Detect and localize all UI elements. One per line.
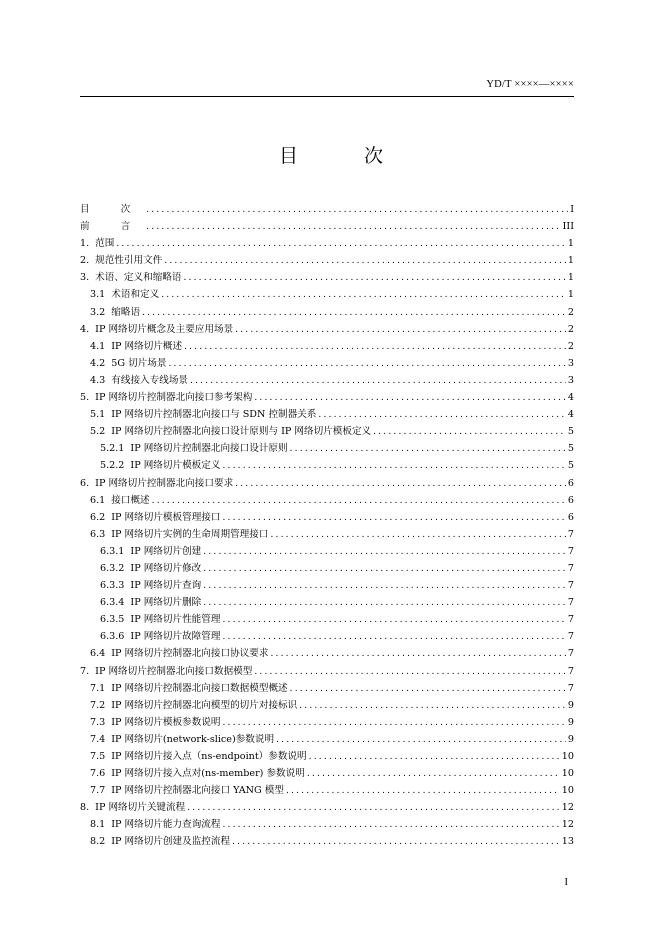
toc-entry-title: IP 网络切片删除	[130, 597, 202, 609]
toc-entry-title: IP 网络切片(network-slice)参数说明	[111, 733, 275, 745]
toc-entry-title: IP 网络切片控制器北向接口要求	[95, 477, 234, 489]
toc-entry-number: 7.1	[90, 682, 106, 694]
toc-entry-page: 6	[567, 477, 574, 489]
toc-entry-page: 10	[561, 785, 574, 797]
toc-entry-title: IP 网络切片查询	[130, 580, 202, 592]
toc-entry-title: 术语和定义	[111, 289, 160, 301]
toc-entry[interactable]	[80, 492, 574, 509]
toc-entry-page: 7	[567, 665, 574, 677]
dot-leader	[187, 800, 560, 816]
toc-entry-page: 2	[567, 323, 574, 335]
dot-leader	[290, 681, 566, 697]
dot-leader	[146, 202, 568, 218]
toc-entry[interactable]	[80, 286, 574, 303]
toc-entry-page: I	[570, 204, 574, 215]
toc-entry-page: 6	[567, 494, 574, 506]
toc-entry-number: 6.3.4	[100, 597, 125, 609]
toc-entry-number: 7.6	[90, 768, 106, 780]
toc-entry-number: 7.7	[90, 785, 106, 797]
toc-entry-number: 5.	[80, 392, 90, 404]
toc-entry-page: 10	[561, 751, 574, 762]
toc-entry[interactable]	[80, 731, 574, 748]
toc-entry[interactable]	[80, 714, 574, 731]
dot-leader	[203, 544, 566, 560]
dot-leader	[290, 441, 566, 457]
toc-entry-title: IP 网络切片故障管理	[130, 631, 221, 643]
dot-leader	[203, 561, 566, 577]
toc-entry-page: 3	[567, 357, 574, 369]
document-code: YD/T ××××—××××	[486, 79, 574, 90]
toc-entry[interactable]	[80, 680, 574, 697]
toc-entry-page: 5	[567, 426, 574, 438]
toc-entry-page: 4	[567, 392, 574, 404]
toc-entry[interactable]	[80, 201, 574, 218]
dot-leader	[299, 698, 566, 714]
toc-entry[interactable]	[80, 218, 574, 235]
toc-entry-page: 9	[567, 716, 574, 728]
toc-entry-page: 1	[567, 272, 574, 284]
toc-entry[interactable]	[80, 782, 574, 799]
toc-entry-number: 4.2	[90, 357, 106, 369]
toc-entry-page: 12	[561, 802, 574, 814]
dot-leader	[168, 356, 565, 372]
toc-entry[interactable]	[80, 269, 574, 286]
toc-entry-title: IP 网络切片概述	[111, 340, 183, 352]
toc-entry-title: 接口概述	[111, 494, 150, 506]
toc-entry-title: IP 网络切片模板参数说明	[111, 716, 221, 728]
toc-entry-page: 1	[567, 289, 574, 301]
dot-leader	[222, 612, 565, 628]
toc-entry-number: 5.1	[90, 409, 106, 421]
dot-leader	[223, 510, 566, 526]
dot-leader	[222, 629, 565, 645]
toc-entry[interactable]	[80, 509, 574, 526]
toc-entry[interactable]	[80, 321, 574, 338]
toc-entry-number: 4.1	[90, 340, 106, 352]
toc-entry-number: 3.1	[90, 289, 106, 301]
toc-entry-title: IP 网络切片能力查询流程	[111, 819, 221, 831]
toc-entry-page: 1	[567, 255, 574, 267]
toc-entry-page: 12	[561, 819, 574, 831]
toc-entry-number: 6.4	[90, 648, 106, 660]
toc-entry-page: 5	[567, 460, 574, 472]
toc-entry-title: IP 网络切片接入点（ns-endpoint）参数说明	[111, 751, 307, 762]
toc-entry-page: 7	[567, 528, 574, 540]
toc-entry[interactable]	[80, 748, 574, 765]
toc-entry-title: IP 网络切片创建	[130, 545, 202, 557]
toc-entry-page: 1	[567, 238, 574, 250]
toc-entry-number: 7.5	[90, 751, 106, 762]
dot-leader	[184, 270, 566, 286]
toc-entry[interactable]	[80, 235, 574, 252]
toc-entry[interactable]	[80, 543, 574, 560]
toc-entry[interactable]	[80, 799, 574, 816]
toc-entry-number: 8.	[80, 802, 90, 814]
dot-leader	[254, 390, 566, 406]
toc-entry[interactable]	[80, 816, 574, 833]
toc-entry-page: 4	[567, 409, 574, 421]
toc-entry-number: 6.2	[90, 511, 106, 523]
dot-leader	[164, 253, 566, 269]
toc-entry[interactable]	[80, 457, 574, 474]
toc-entry-title: IP 网络切片创建及监控流程	[111, 836, 231, 848]
toc-entry-title: IP 网络切片控制器北向接口协议要求	[111, 648, 269, 660]
toc-entry[interactable]	[80, 526, 574, 543]
toc-entry[interactable]	[80, 594, 574, 611]
toc-entry[interactable]	[80, 304, 574, 321]
dot-leader	[161, 287, 566, 303]
toc-entry-number: 8.2	[90, 836, 106, 848]
toc-entry-number: 6.3	[90, 528, 106, 540]
toc-entry-page: 7	[567, 580, 574, 592]
toc-entry-number: 8.1	[90, 819, 106, 831]
toc-entry-page: 7	[567, 682, 574, 694]
dot-leader	[276, 732, 566, 748]
toc-entry-page: 7	[567, 597, 574, 609]
toc-entry-number: 3.2	[90, 306, 106, 318]
toc-entry[interactable]	[80, 765, 574, 782]
toc-entry[interactable]	[80, 697, 574, 714]
toc-entry[interactable]	[80, 389, 574, 406]
toc-entry[interactable]	[80, 577, 574, 594]
toc-entry-title: IP 网络切片控制器北向接口设计原则	[130, 443, 288, 455]
toc-entry-title: 有线接入专线场景	[111, 374, 189, 386]
toc-entry-number: 6.	[80, 477, 90, 489]
toc-entry-title: 前 言	[80, 221, 145, 233]
toc-entry[interactable]	[80, 423, 574, 440]
toc-entry-title: IP 网络切片控制器北向接口 YANG 模型	[111, 785, 284, 797]
dot-leader	[190, 373, 566, 389]
toc-entry-number: 7.2	[90, 699, 106, 711]
toc-entry-title: 缩略语	[111, 306, 141, 318]
toc-entry-number: 7.	[80, 665, 90, 677]
toc-entry-title: IP 网络切片控制器北向接口数据模型概述	[111, 682, 288, 694]
toc-entry-number: 1.	[80, 238, 90, 250]
toc-entry-number: 3.	[80, 272, 90, 284]
toc-entry-page: 7	[567, 562, 574, 574]
toc-entry-page: 7	[567, 648, 574, 660]
toc-entry-title: 范围	[95, 238, 115, 250]
toc-entry[interactable]	[80, 628, 574, 645]
toc-entry[interactable]	[80, 475, 574, 492]
toc-entry-title: IP 网络切片修改	[130, 562, 202, 574]
dot-leader	[307, 766, 560, 782]
toc-entry-title: IP 网络切片模板定义	[130, 460, 221, 472]
toc-entry-number: 6.3.3	[100, 580, 125, 592]
toc-entry[interactable]	[80, 833, 574, 850]
toc-entry[interactable]	[80, 372, 574, 389]
toc-entry-page: 7	[567, 614, 574, 626]
toc-entry-number: 7.4	[90, 733, 106, 745]
toc-entry-number: 2.	[80, 255, 90, 267]
toc-entry-title: IP 网络切片控制器北向接口参考架构	[95, 392, 253, 404]
table-of-contents	[80, 201, 574, 851]
dot-leader	[184, 339, 566, 355]
toc-entry-title: IP 网络切片模板管理接口	[111, 511, 221, 523]
toc-entry[interactable]	[80, 611, 574, 628]
toc-entry-title: 5G 切片场景	[111, 357, 167, 369]
toc-entry-page: III	[562, 221, 574, 233]
toc-entry-title: IP 网络切片关键流程	[95, 802, 186, 814]
toc-entry-number: 6.3.5	[100, 614, 125, 626]
toc-entry[interactable]	[80, 663, 574, 680]
toc-entry-page: 10	[561, 768, 574, 780]
header-rule	[80, 96, 574, 97]
dot-leader	[373, 424, 566, 440]
toc-entry-title: 术语、定义和缩略语	[95, 272, 182, 284]
toc-entry[interactable]	[80, 440, 574, 457]
toc-entry-title: 目 次	[80, 204, 145, 215]
toc-entry-page: 6	[567, 511, 574, 523]
toc-entry[interactable]	[80, 560, 574, 577]
toc-entry-title: 规范性引用文件	[95, 255, 163, 267]
toc-entry-page: 2	[567, 306, 574, 318]
toc-entry-number: 7.3	[90, 716, 106, 728]
toc-entry-title: IP 网络切片控制器北向接口与 SDN 控制器关系	[111, 409, 317, 421]
toc-entry-page: 7	[567, 631, 574, 643]
dot-leader	[223, 817, 560, 833]
toc-entry[interactable]	[80, 406, 574, 423]
dot-leader	[235, 476, 566, 492]
toc-entry[interactable]	[80, 252, 574, 269]
toc-entry[interactable]	[80, 355, 574, 372]
toc-entry-number: 6.3.1	[100, 545, 125, 557]
toc-entry-page: 5	[567, 443, 574, 455]
toc-entry-number: 6.3.6	[100, 631, 125, 643]
dot-leader	[203, 578, 566, 594]
toc-entry[interactable]	[80, 338, 574, 355]
toc-entry-title: IP 网络切片控制器北向接口数据模型	[95, 665, 253, 677]
toc-entry-number: 4.	[80, 323, 90, 335]
dot-leader	[223, 715, 566, 731]
toc-entry-page: 7	[567, 545, 574, 557]
toc-entry-page: 2	[567, 340, 574, 352]
toc-entry-number: 6.3.2	[100, 562, 125, 574]
dot-leader	[309, 749, 560, 765]
toc-entry-number: 5.2.1	[100, 443, 125, 455]
toc-entry-number: 5.2.2	[100, 460, 125, 472]
dot-leader	[286, 783, 560, 799]
dot-leader	[254, 664, 566, 680]
dot-leader	[152, 493, 566, 509]
toc-entry-title: IP 网络切片实例的生命周期管理接口	[111, 528, 269, 540]
toc-entry-title: IP 网络切片接入点对(ns-member) 参数说明	[111, 768, 305, 780]
toc-entry-title: IP 网络切片控制器北向模型的切片对接标识	[111, 699, 298, 711]
dot-leader	[232, 834, 560, 850]
toc-entry-title: IP 网络切片概念及主要应用场景	[95, 323, 234, 335]
toc-entry-title: IP 网络切片控制器北向接口设计原则与 IP 网络切片模板定义	[111, 426, 372, 438]
toc-entry-page: 13	[561, 836, 574, 848]
dot-leader	[142, 305, 566, 321]
dot-leader	[318, 407, 565, 423]
dot-leader	[146, 219, 560, 235]
toc-entry-page: 9	[567, 699, 574, 711]
toc-entry-number: 6.1	[90, 494, 106, 506]
dot-leader	[203, 595, 566, 611]
dot-leader	[235, 322, 566, 338]
toc-entry[interactable]	[80, 645, 574, 662]
toc-title: 目 次	[278, 145, 414, 167]
toc-entry-number: 5.2	[90, 426, 106, 438]
toc-entry-page: 3	[567, 374, 574, 386]
dot-leader	[222, 458, 565, 474]
toc-entry-title: IP 网络切片性能管理	[130, 614, 221, 626]
toc-entry-page: 9	[567, 733, 574, 745]
dot-leader	[270, 527, 565, 543]
dot-leader	[116, 236, 566, 252]
dot-leader	[270, 646, 565, 662]
toc-entry-number: 4.3	[90, 374, 106, 386]
page-number: I	[564, 877, 568, 888]
